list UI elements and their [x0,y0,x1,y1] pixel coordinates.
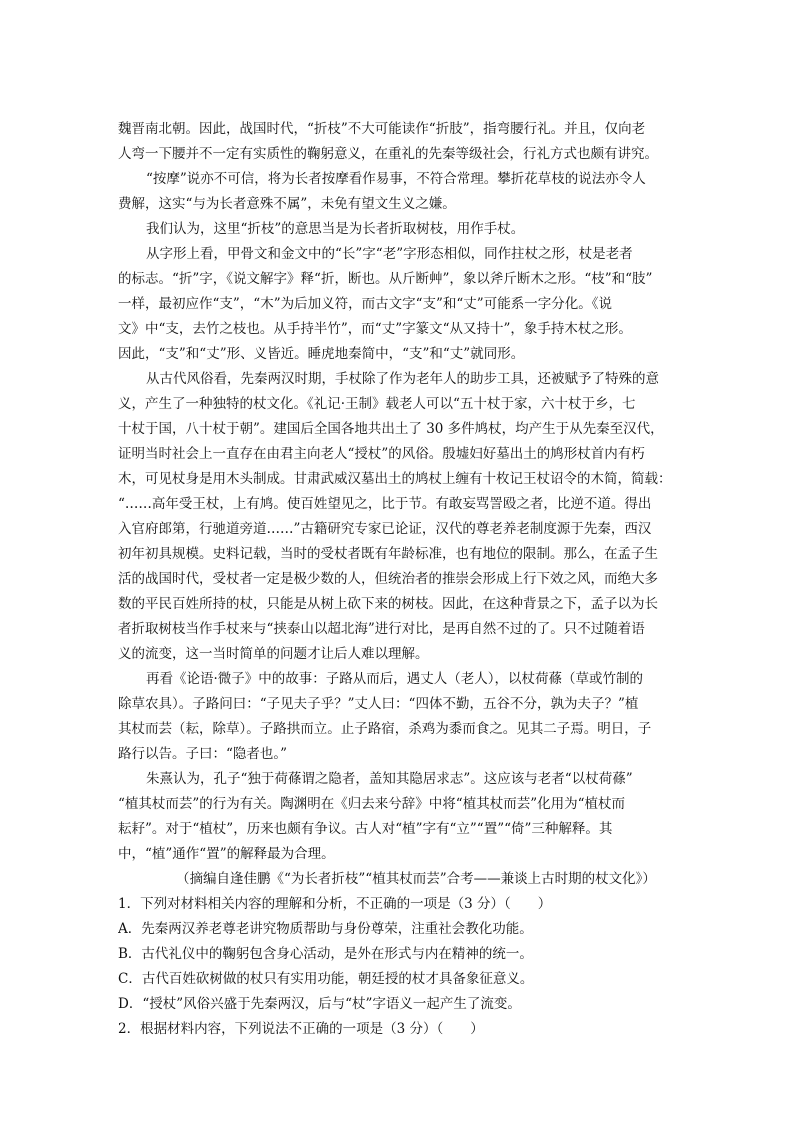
option-a: A．先秦两汉养老尊老讲究物质帮助与身份尊荣，注重社会教化功能。 [118,921,533,937]
text-line: 活的战国时代，受杖者一定是极少数的人，但统治者的推崇会形成上行下效之风，而绝大多 [118,571,658,587]
text-line: 入官府郎第，行驰道旁道……”古籍研究专家已论证，汉代的尊老养老制度源于先秦，西汉 [118,521,652,537]
text-line: 从字形上看，甲骨文和金文中的“长”字“老”字形态相似，同作拄杖之形，杖是老者 [146,246,633,262]
text-line: “……高年受王杖，上有鸠。使百姓望见之，比于节。有敢妄骂詈殴之者，比逆不道。得出 [118,496,652,512]
question-2-stem: 2．根据材料内容，下列说法不正确的一项是（3 分）（ ） [118,1021,484,1037]
text-line: 一样，最初应作“支”，“木”为后加义符，而古文字“支”和“丈”可能系一字分化。《说 [118,296,612,312]
option-b: B．古代礼仪中的鞠躬包含身心活动，是外在形式与内在精神的统一。 [118,946,533,962]
text-line: 因此，“支”和“丈”形、义皆近。睡虎地秦简中，“支”和“丈”就同形。 [118,346,525,362]
text-line: “植其杖而芸”的行为有关。陶渊明在《归去来兮辞》中将“植其杖而芸”化用为“植杖而 [118,796,626,812]
text-line: 文》中“支，去竹之枝也。从手持半竹”，而“丈”字篆文“从又持十”，象手持木杖之形。 [118,321,632,337]
text-line: 证明当时社会上一直存在由君主向老人“授杖”的风俗。殷墟妇好墓出土的鸠形杖首内有朽 [118,446,645,462]
text-line: 数的平民百姓所持的杖，只能是从树上砍下来的树枝。因此，在这种背景之下，孟子以为长 [118,596,658,612]
text-line: 人弯一下腰并不一定有实质性的鞠躬意义，在重礼的先秦等级社会，行礼方式也颇有讲究。 [118,146,658,162]
text-line: 耘耔”。对于“植杖”，历来也颇有争议。古人对“植”字有“立”“置”“倚”三种解释。其 [118,821,613,837]
text-line: 十杖于国，八十杖于朝”。建国后全国各地共出土了 30 多件鸠杖，均产生于从先秦至汉代， [118,421,664,437]
text-line: 其杖而芸（耘，除草）。子路拱而立。止子路宿，杀鸡为黍而食之。见其二子焉。明日，子 [118,721,652,737]
text-line: 义的流变，这一当时简单的问题才让后人难以理解。 [118,646,429,662]
question-1-stem: 1．下列对材料相关内容的理解和分析，不正确的一项是（3 分）（ ） [118,896,552,912]
option-d: D．“授杖”风俗兴盛于先秦两汉，后与“杖”字语义一起产生了流变。 [118,996,521,1012]
text-line: 路行以告。子曰：“隐者也。” [118,746,288,762]
text-line: 初年初具规模。史料记载，当时的受杖者既有年龄标准，也有地位的限制。那么，在孟子生 [118,546,658,562]
text-line: “按摩”说亦不可信，将为长者按摩看作易事，不符合常理。攀折花草枝的说法亦令人 [146,171,646,187]
text-line: 费解，这实“与为长者意殊不属”，未免有望文生义之嫌。 [118,196,456,212]
text-line: 魏晋南北朝。因此，战国时代，“折枝”不大可能读作“折肢”，指弯腰行礼。并且，仅向老 [118,121,646,137]
text-line: 者折取树枝当作手杖来与“挟泰山以超北海”进行对比，是再自然不过的了。只不过随着语 [118,621,645,637]
text-line: 义，产生了一种独特的杖文化。《礼记·王制》载老人可以“五十杖于家，六十杖于乡，七 [118,396,636,412]
text-line: 中，“植”通作“置”的解释最为合理。 [118,846,335,862]
text-line: 我们认为，这里“折枝”的意思当是为长者折取树枝，用作手杖。 [146,221,525,237]
text-line: 木，可见杖身是用木头制成。甘肃武威汉墓出土的鸠杖上缠有十枚记王杖诏令的木简，简载： [118,471,672,487]
source-citation: （摘编自逢佳鹏《“为长者折枝”“植其杖而芸”合考——兼谈上古时期的杖文化》） [176,871,656,887]
text-line: 从古代风俗看，先秦两汉时期，手杖除了作为老年人的助步工具，还被赋予了特殊的意 [146,371,659,387]
option-c: C．古代百姓砍树做的杖只有实用功能，朝廷授的杖才具备象征意义。 [118,971,534,987]
text-line: 朱熹认为，孔子“独于荷蓧谓之隐者，盖知其隐居求志”。这应该与老者“以杖荷蓧” [146,771,633,787]
text-line: 的标志。“折”字，《说文解字》释“折，断也。从斤断艸”，象以斧斤断木之形。“枝”和“肢” [118,271,653,287]
text-line: 再看《论语·微子》中的故事：子路从而后，遇丈人（老人），以杖荷蓧（草或竹制的 [146,671,644,687]
text-line: 除草农具）。子路问曰：“子见夫子乎？”丈人曰：“四体不勤，五谷不分，孰为夫子？”植 [118,696,639,712]
